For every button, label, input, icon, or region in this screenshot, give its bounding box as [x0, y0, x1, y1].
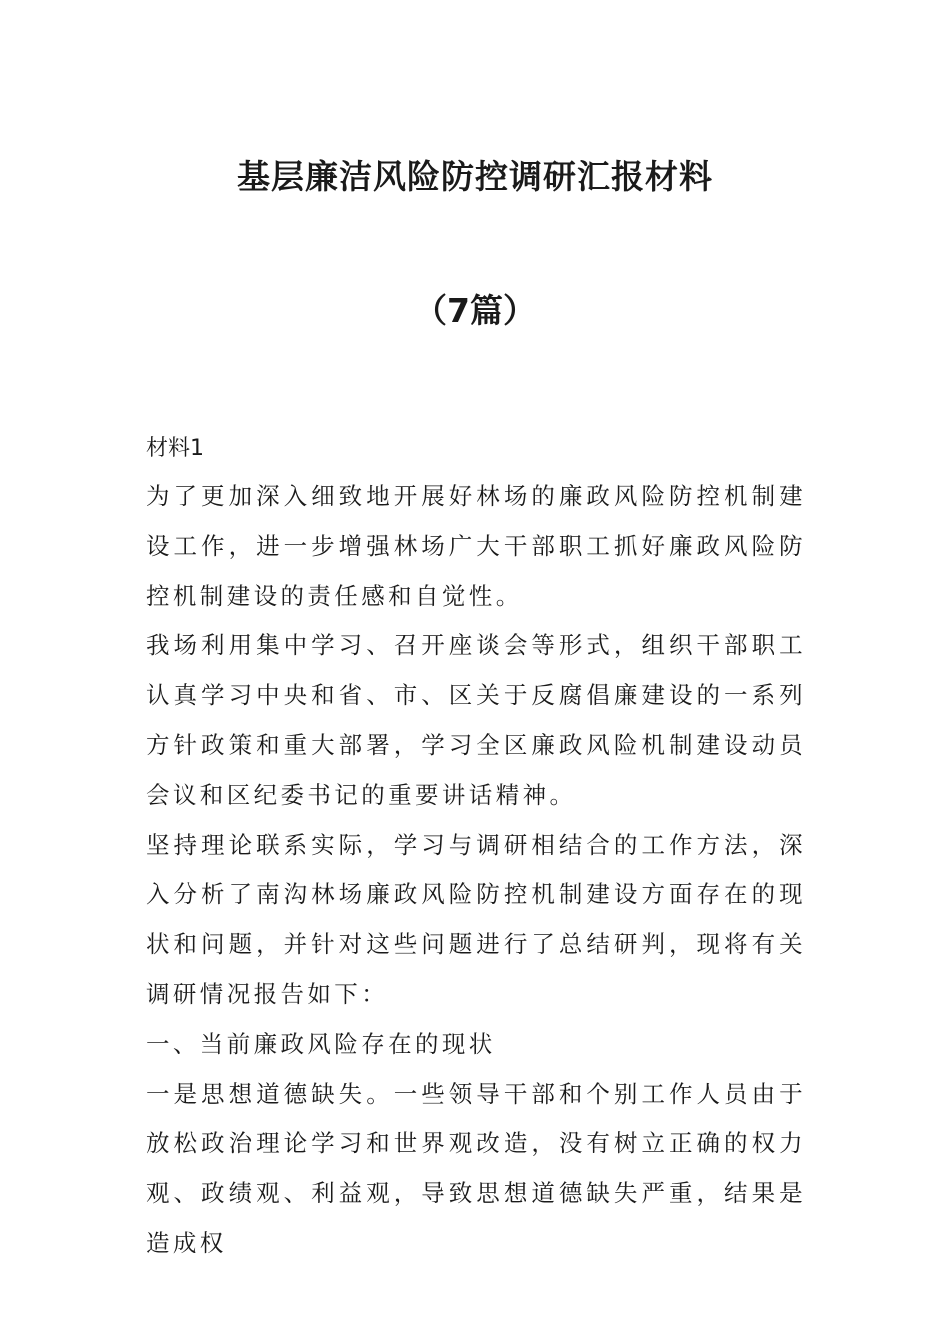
paragraph-3: 坚持理论联系实际，学习与调研相结合的工作方法，深入分析了南沟林场廉政风险防控机制建设方面存在的现状和问题，并针对这些问题进行了总结研判，现将有关调研情况报告如下： — [146, 830, 806, 1008]
paragraph-4: 一是思想道德缺失。一些领导干部和个别工作人员由于放松政治理论学习和世界观改造，没有树立正确的权力观、政绩观、利益观，导致思想道德缺失严重，结果是造成权 — [146, 1079, 806, 1257]
section-label: 材料1 — [146, 436, 204, 461]
document-title: 基层廉洁风险防控调研汇报材料 — [237, 157, 713, 196]
paragraph-2: 我场利用集中学习、召开座谈会等形式，组织干部职工认真学习中央和省、市、区关于反腐倡廉建设的一系列方针政策和重大部署，学习全区廉政风险机制建设动员会议和区纪委书记的重要讲话精神。 — [146, 631, 806, 809]
document-subtitle: （7篇） — [414, 291, 536, 330]
section-heading: 一、当前廉政风险存在的现状 — [146, 1029, 496, 1058]
paragraph-1: 为了更加深入细致地开展好林场的廉政风险防控机制建设工作，进一步增强林场广大干部职工抓好廉政风险防控机制建设的责任感和自觉性。 — [146, 482, 806, 610]
document-body — [146, 426, 806, 1269]
